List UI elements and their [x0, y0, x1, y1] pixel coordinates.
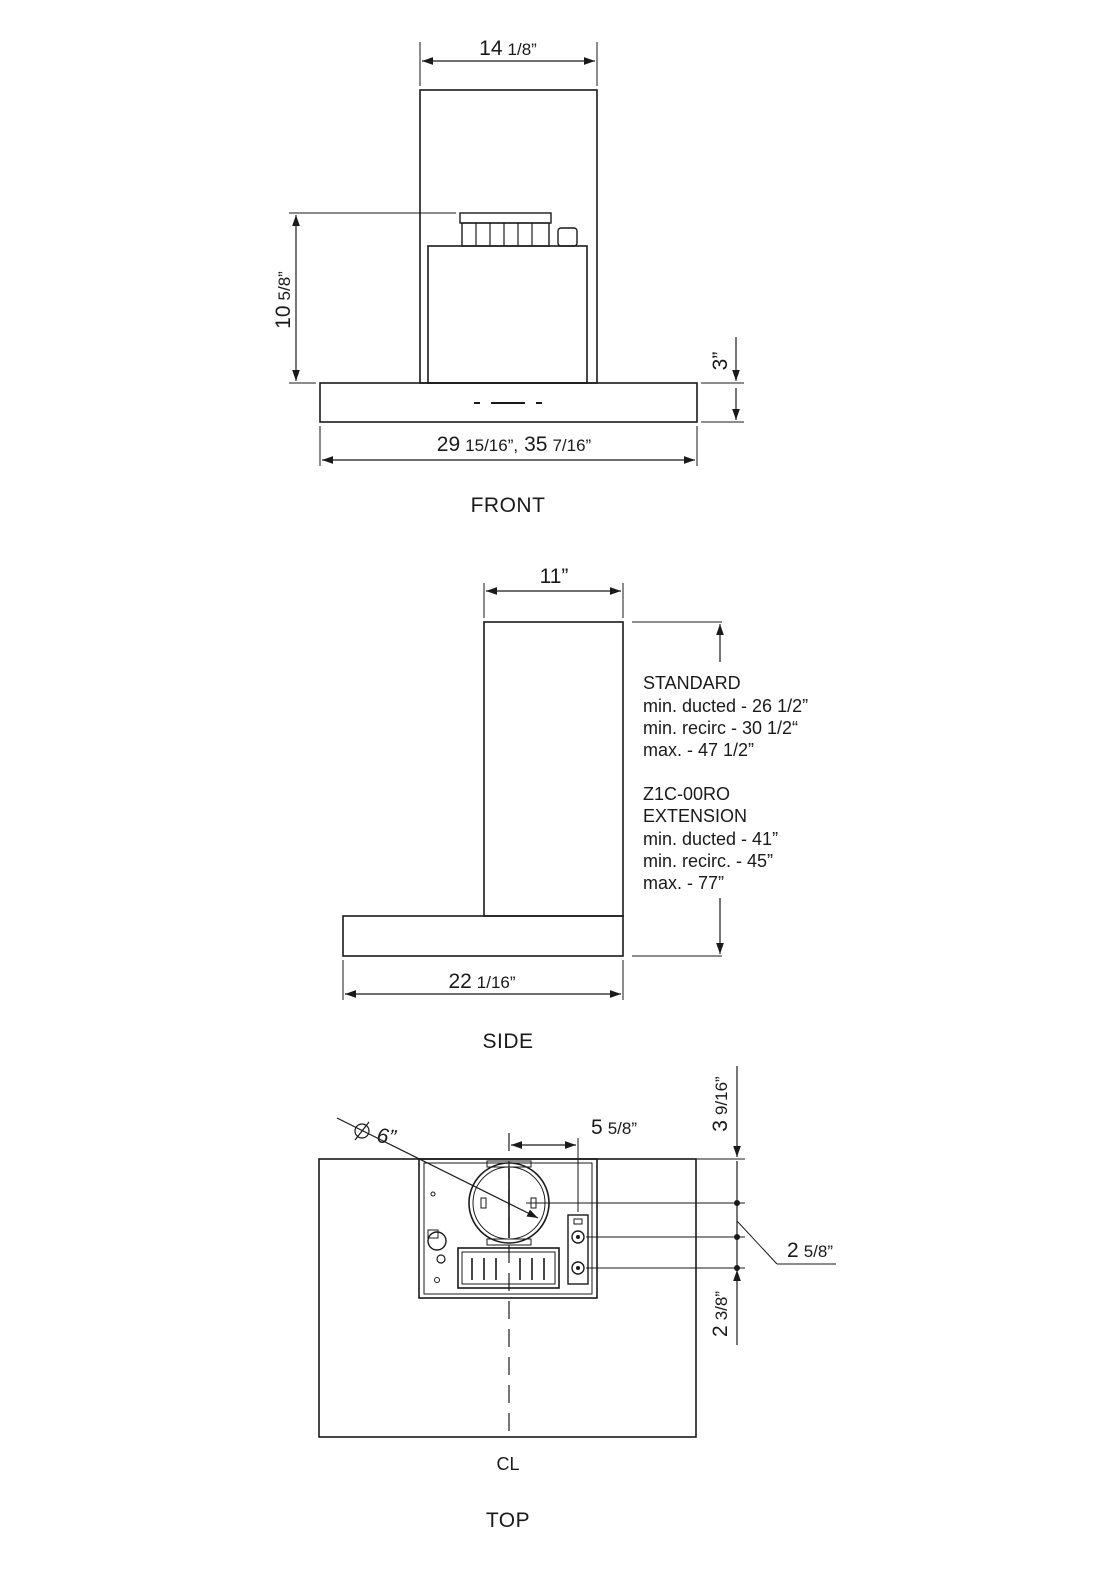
- top-spacing-dim: [734, 1161, 836, 1271]
- svg-text:55/8”: [591, 1116, 637, 1139]
- front-chimney-width-whole: 14: [479, 37, 503, 60]
- front-canopy-width-b-frac: 7/16”: [552, 436, 592, 455]
- note-standard-min-recirc: min. recirc - 30 1/2“: [643, 718, 799, 738]
- top-rear-offset-whole: 3: [709, 1120, 732, 1132]
- side-chimney-depth-label: 11”: [539, 565, 569, 588]
- front-view-label: FRONT: [470, 494, 546, 517]
- side-canopy: [343, 916, 623, 956]
- top-housing-inner: [424, 1163, 592, 1294]
- top-offset-dim: [511, 1116, 637, 1212]
- front-height-frac: 5/8”: [275, 271, 294, 301]
- top-view-label: TOP: [485, 1509, 531, 1532]
- note-extension-max: max. - 77”: [643, 873, 725, 893]
- svg-text:141/8”: [479, 37, 537, 60]
- side-canopy-depth-frac: 1/16”: [476, 973, 516, 992]
- note-standard-max: max. - 47 1/2”: [643, 740, 755, 760]
- top-spacing2-whole: 2: [709, 1325, 732, 1337]
- side-canopy-depth-whole: 22: [448, 970, 472, 993]
- top-spacing2-dim: [709, 1270, 737, 1345]
- front-canopy-height-dim: [701, 337, 744, 422]
- top-rear-offset-frac: 9/16”: [712, 1076, 731, 1116]
- svg-text:105/8”: [272, 271, 295, 329]
- note-extension: EXTENSION: [643, 806, 748, 826]
- note-extension-model: Z1C-00RO: [643, 784, 731, 804]
- svg-text:25/8”: [787, 1239, 833, 1262]
- top-spacing-frac: 5/8”: [803, 1242, 833, 1261]
- side-height-notes: [643, 673, 808, 893]
- front-height-whole: 10: [272, 305, 295, 329]
- side-chimney-depth-dim: [484, 565, 623, 618]
- top-offset-whole: 5: [591, 1116, 603, 1139]
- top-spacing-whole: 2: [787, 1239, 799, 1262]
- note-standard-min-ducted: min. ducted - 26 1/2”: [643, 696, 809, 716]
- centerline-label: CL: [496, 1454, 520, 1474]
- svg-text:23/8”: [709, 1291, 732, 1337]
- front-canopy-width-dim: [320, 426, 697, 466]
- svg-text:2915/16”,357/16”: [437, 433, 592, 456]
- duct-diameter-label: 6”: [375, 1124, 398, 1150]
- front-canopy-height-label: 3”: [709, 351, 732, 371]
- top-offset-frac: 5/8”: [607, 1119, 637, 1138]
- front-canopy-width-b-whole: 35: [524, 433, 548, 456]
- side-canopy-depth-dim: [343, 960, 623, 1000]
- front-view: [272, 37, 744, 517]
- svg-text:221/16”: [448, 970, 515, 993]
- side-view-label: SIDE: [482, 1030, 534, 1053]
- front-motor-housing: [428, 246, 587, 383]
- front-canopy-width-a-whole: 29: [436, 433, 461, 456]
- top-motor-housing: [419, 1159, 597, 1298]
- note-extension-min-recirc: min. recirc. - 45”: [643, 851, 774, 871]
- front-blower: [460, 213, 577, 246]
- front-canopy-width-a-frac: 15/16”,: [465, 436, 519, 455]
- note-standard: STANDARD: [643, 673, 741, 693]
- front-chimney-width-dim: [420, 37, 597, 86]
- mounting-bracket: [568, 1215, 588, 1284]
- top-rear-offset-dim: [709, 1066, 737, 1157]
- duct-diameter-dim: [337, 1118, 538, 1218]
- top-view: [319, 1066, 836, 1532]
- side-chimney: [484, 622, 623, 916]
- svg-text:39/16”: [709, 1076, 732, 1132]
- front-chimney: [420, 90, 597, 383]
- top-spacing2-frac: 3/8”: [712, 1291, 731, 1321]
- junction-component: [428, 1192, 446, 1283]
- side-view: [343, 565, 808, 1053]
- front-chimney-width-frac: 1/8”: [507, 40, 537, 59]
- note-extension-min-ducted: min. ducted - 41”: [643, 829, 779, 849]
